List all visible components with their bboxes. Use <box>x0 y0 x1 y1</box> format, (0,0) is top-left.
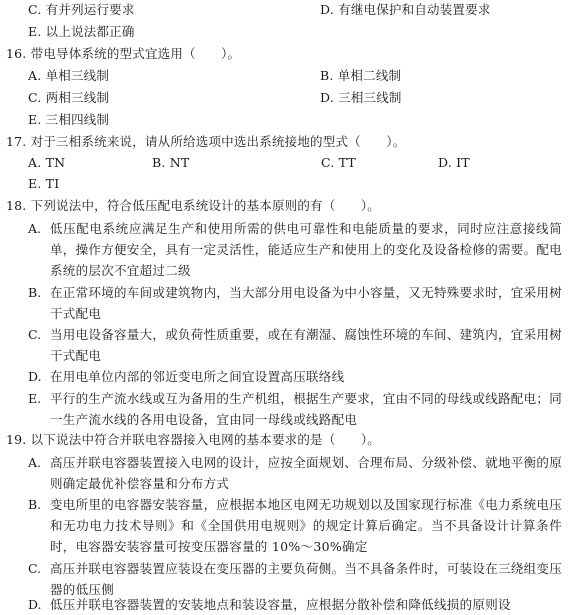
q16-option-b: B. 单相二线制 <box>320 68 402 83</box>
q15-option-e: E. 以上说法都正确 <box>28 24 135 39</box>
q18-option-b <box>28 282 562 324</box>
q19-option-a-text: 高压并联电容器装置接入电网的设计，应按全面规划、合理布局、分级补偿、就地平衡的原则确定最优补偿容量和分布方式 <box>50 455 563 492</box>
q18-option-d <box>28 366 562 387</box>
q18-option-d-label: D. <box>28 369 42 384</box>
q16-stem: 16. 带电导体系统的型式宜选用（ ）。 <box>6 46 241 61</box>
q18-option-a-text: 低压配电系统应满足生产和使用所需的供电可靠性和电能质量的要求，同时应注意接线简单，操作方便安全，具有一定灵活性，能适应生产和使用上的变化及设备检修的需要。配电系统的层次不宜超过二级 <box>50 221 563 279</box>
q19-option-d <box>28 594 562 615</box>
q18-option-b-text: 在正常环境的车间或建筑物内，当大部分用电设备为中小容量，又无特殊要求时，宜采用树干式配电 <box>50 285 563 322</box>
q16-option-e: E. 三相四线制 <box>28 112 110 127</box>
q16-option-c: C. 两相三线制 <box>28 90 110 105</box>
q19-option-c-text: 高压并联电容器装置应装设在变压器的主要负荷侧。当不具备条件时，可装设在三绕组变压器的低压侧 <box>50 561 563 598</box>
q17-option-e: E. TI <box>28 176 60 191</box>
q15-option-c: C. 有并列运行要求 <box>28 2 135 17</box>
q18-option-e-text: 平行的生产流水线或互为备用的生产机组，根据生产要求，宜由不同的母线或线路配电；同一生产流水线的各用电设备，宜由同一母线或线路配电 <box>50 391 563 428</box>
q19-option-b-label: B. <box>28 497 42 512</box>
q16-option-d: D. 三相三线制 <box>320 90 402 105</box>
q18-option-c-label: C. <box>28 327 42 342</box>
q18-option-c <box>28 324 562 366</box>
q17-option-c: C. TT <box>321 155 356 170</box>
q19-option-c-label: C. <box>28 561 42 576</box>
q19-option-b-text: 变电所里的电容器安装容量，应根据本地区电网无功规划以及国家现行标准《电力系统电压和无功电力技术导则》和《全国供用电规则》的规定计算后确定。当不具备设计计算条件时，电容器安装容量可按变压器容量的 10%～30%确定 <box>50 497 563 555</box>
q18-option-a <box>28 218 562 282</box>
q16-option-a: A. 单相三线制 <box>28 68 110 83</box>
q19-option-d-text: 低压并联电容器装置的安装地点和装设容量，应根据分散补偿和降低线损的原则设 <box>50 597 511 612</box>
q17-option-d: D. IT <box>438 155 470 170</box>
q19-option-a-label: A. <box>28 455 42 470</box>
q18-option-d-text: 在用电单位内部的邻近变电所之间宜设置高压联络线 <box>50 369 345 384</box>
q18-option-b-label: B. <box>28 285 42 300</box>
q18-option-e <box>28 388 562 430</box>
q17-option-b: B. NT <box>152 155 190 170</box>
q15-option-d: D. 有继电保护和自动装置要求 <box>320 2 491 17</box>
q18-option-a-label: A. <box>28 221 42 236</box>
q19-option-d-label: D. <box>28 597 42 612</box>
q17-stem: 17. 对于三相系统来说，请从所给选项中选出系统接地的型式（ ）。 <box>6 134 406 149</box>
q19-option-a <box>28 452 562 494</box>
q19-stem: 19. 以下说法中符合并联电容器接入电网的基本要求的是（ ）。 <box>6 432 381 447</box>
q17-option-a: A. TN <box>28 155 66 170</box>
q18-option-e-label: E. <box>28 391 42 406</box>
q18-option-c-text: 当用电设备容量大，或负荷性质重要，或在有潮湿、腐蚀性环境的车间、建筑内，宜采用树干式配电 <box>50 327 563 364</box>
q18-stem: 18. 下列说法中，符合低压配电系统设计的基本原则的有（ ）。 <box>6 198 381 213</box>
q19-option-b <box>28 494 562 558</box>
